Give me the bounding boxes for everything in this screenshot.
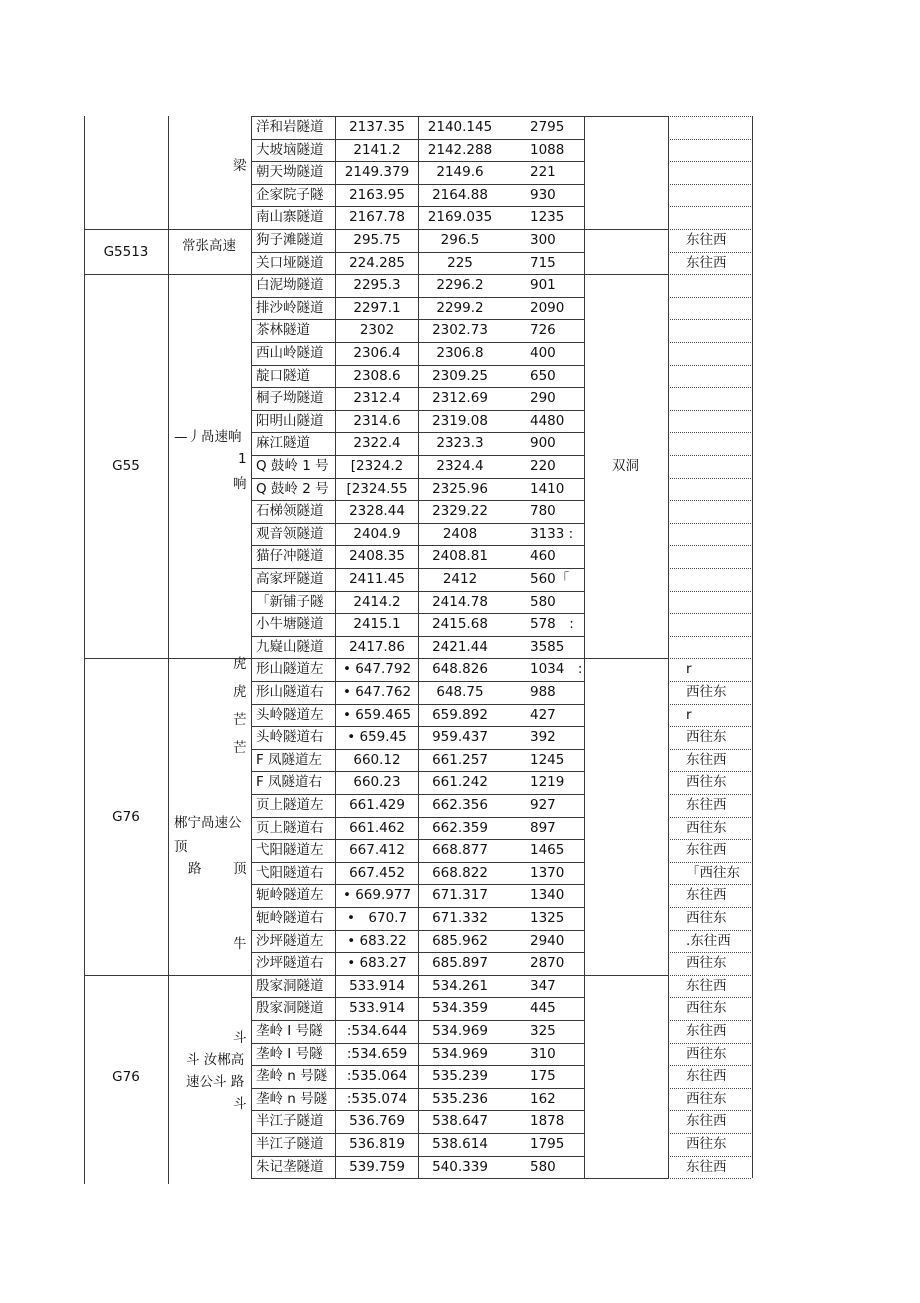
row-line-dotted [668,839,752,840]
length-m: 427 [530,706,556,723]
length-m: 1245 [530,751,565,768]
length-m: 1795 [530,1136,565,1152]
highway-name-text: 顶 [233,861,247,877]
row-line-dotted [668,1178,752,1179]
direction: 西往东 [686,955,727,972]
tunnel-name: 白泥坳隧道 [256,277,324,294]
highway-code: G55 [112,458,140,475]
direction: 西往东 [686,819,727,836]
highway-name-text: 速公斗 路 [186,1074,245,1090]
row-line-dotted [668,1065,752,1066]
row-line-dotted [668,139,752,140]
end-km: 2302.73 [432,322,488,339]
tunnel-name: 南山寨隧道 [256,209,324,226]
start-km: 661.429 [349,797,405,813]
end-km: 2299.2 [436,299,484,316]
row-line-dotted [668,952,752,953]
tunnel-name: 麻江隧道 [256,435,310,452]
direction: 东往西 [686,1068,727,1085]
length-m: 1325 [530,910,565,926]
length-m: 1465 [530,842,565,859]
length-m: 1034 : [530,661,583,678]
length-m: 580 [530,593,556,610]
highway-name-text: 1 [238,451,247,467]
direction: 西往东 [686,1090,727,1107]
end-km: 668.877 [432,842,488,859]
start-km: 2308.6 [353,367,401,384]
start-km: 224.285 [349,254,405,271]
row-line-dotted [668,455,752,456]
row-line [584,274,668,275]
length-m: 726 [530,322,556,339]
row-line-dotted [668,523,752,524]
direction: 东往西 [686,1023,727,1039]
tunnel-name: 朝天坳隧道 [256,164,324,181]
tunnel-name: 垄岭 I 号隧 [256,1023,323,1039]
highway-name-text: 郴宁咼速公 [174,815,242,831]
highway-name-text: 虎 [233,656,247,672]
row-line-dotted [668,432,752,433]
tunnel-name: Q 鼓岭 1 号 [256,458,329,474]
direction: r [686,706,692,723]
start-km: • 669.977 [342,887,412,904]
direction: 「西往东 [686,864,740,881]
tunnel-name: 洋和岩隧道 [256,119,324,135]
end-km: 2408.81 [432,548,488,565]
length-m: 2795 [530,119,565,135]
direction: 西往东 [686,774,727,791]
row-line-dotted [668,884,752,885]
tunnel-name: 大坡垴隧道 [256,141,324,158]
direction: 东往西 [686,842,727,859]
length-m: 901 [530,277,556,294]
row-line-dotted [668,319,752,320]
start-km: 533.914 [349,1000,405,1017]
length-m: 930 [530,186,556,203]
column-divider [584,116,585,1178]
highway-name-text: 响 [233,476,247,492]
end-km: 2421.44 [432,638,488,655]
length-m: 347 [530,977,556,994]
row-line-dotted [668,184,752,185]
row-line-dotted [668,500,752,501]
start-km: 2322.4 [353,435,401,452]
start-km: • 647.792 [342,661,412,678]
end-km: 534.261 [432,977,488,994]
tunnel-name: 九嶷山隧道 [256,638,324,655]
row-line-dotted [668,613,752,614]
row-line [251,1178,584,1179]
row-line-dotted [668,930,752,931]
direction: 西往东 [686,684,727,700]
highway-name-text: 斗 [233,1030,247,1046]
end-km: 540.339 [432,1158,488,1175]
end-km: 535.239 [432,1068,488,1085]
tunnel-name: 弋阳隧道左 [256,842,324,859]
tunnel-name: 观音领隧道 [256,525,324,542]
end-km: 659.892 [432,706,488,723]
end-km: 2415.68 [432,616,488,633]
start-km: :534.659 [346,1045,408,1062]
end-km: 2140.145 [427,119,493,135]
row-line-dotted [668,478,752,479]
direction: 东往西 [686,1158,727,1175]
start-km: • 683.27 [347,955,407,972]
tunnel-name: Q 鼓岭 2 号 [256,480,329,497]
tunnel-name: 「新铺子隧 [256,593,324,610]
direction: 西往东 [686,910,727,926]
row-line-dotted [668,229,752,230]
column-divider [752,116,753,1178]
end-km: 534.969 [432,1045,488,1062]
end-km: 685.962 [432,932,488,949]
row-line-dotted [668,1043,752,1044]
end-km: 662.359 [432,819,488,836]
end-km: 648.826 [432,661,488,678]
tunnel-name: 猫仔冲隧道 [256,548,324,565]
start-km: 660.12 [353,751,401,768]
end-km: 2164.88 [432,186,488,203]
column-divider [418,116,419,1178]
length-m: 2090 [530,299,565,316]
end-km: 534.969 [432,1023,488,1039]
length-m: 400 [530,345,556,361]
length-m: 325 [530,1023,556,1039]
column-divider [251,116,252,1178]
direction: 西往东 [686,1136,727,1152]
highway-code: G76 [112,1068,140,1085]
start-km: 661.462 [349,819,405,836]
length-m: 220 [530,458,556,474]
end-km: 2169.035 [427,209,493,226]
highway-name-text: 顶 [174,839,188,855]
highway-name-text: 芒 [233,740,247,756]
row-line-dotted [668,206,752,207]
direction: 东往西 [686,887,727,904]
tunnel-name: F 凤隧道左 [256,751,323,768]
row-line-dotted [668,342,752,343]
tunnel-name: 形山隧道右 [256,684,324,700]
start-km: 2408.35 [349,548,405,565]
row-line [584,658,668,659]
end-km: 2319.08 [432,412,488,429]
end-km: 535.236 [432,1090,488,1107]
length-m: 900 [530,435,556,452]
length-m: 578 : [530,616,574,633]
tunnel-name: 弋阳隧道右 [256,864,324,881]
tunnel-name: 阳明山隧道 [256,412,324,429]
direction: .东往西 [686,932,731,949]
start-km: • 670.7 [346,910,408,926]
start-km: [2324.55 [346,480,408,497]
column-divider [335,116,336,1178]
highway-name-text: 路 [188,861,202,877]
end-km: 959.437 [432,729,488,746]
start-km: 2414.2 [353,593,401,610]
highway-name-text: 牛 [233,936,247,952]
tunnel-name: 形山隧道左 [256,661,324,678]
direction: 东往西 [686,232,727,248]
start-km: • 683.22 [347,932,407,949]
end-km: 2412 [442,571,478,587]
end-km: 685.897 [432,955,488,972]
tunnel-name: 狗子滩隧道 [256,232,324,248]
length-m: 1088 [530,141,565,158]
length-m: 1219 [530,774,565,791]
end-km: 661.257 [432,751,488,768]
end-km: 2323.3 [436,435,484,452]
tunnel-name: 石梯领隧道 [256,503,324,520]
length-m: 460 [530,548,556,565]
tunnel-name: 沙坪隧道右 [256,955,324,972]
highway-divider [168,116,169,1184]
row-line-dotted [668,862,752,863]
highway-code: G76 [112,808,140,825]
start-km: 2417.86 [349,638,405,655]
length-m: 2870 [530,955,565,972]
start-km: 2149.379 [344,164,410,181]
start-km: 539.759 [349,1158,405,1175]
start-km: :534.644 [346,1023,408,1039]
highway-name-text: 梁 [233,158,247,174]
row-line [584,975,668,976]
row-line-dotted [668,1020,752,1021]
length-m: 310 [530,1045,556,1062]
start-km: 2328.44 [349,503,405,520]
tunnel-name: 朱记垄隧道 [256,1158,324,1175]
tunnel-name: 头岭隧道左 [256,706,324,723]
tunnel-name: 西山岭隧道 [256,345,324,361]
end-km: 2309.25 [432,367,488,384]
row-line-dotted [668,591,752,592]
row-line-dotted [668,1156,752,1157]
row-line-dotted [668,568,752,569]
tunnel-name: 殷家洞隧道 [256,1000,324,1017]
length-m: 3133 : [530,525,574,542]
end-km: 668.822 [432,864,488,881]
row-line-dotted [668,771,752,772]
end-km: 225 [447,254,473,271]
tunnel-name: 小牛塘隧道 [256,616,324,633]
highway-code: G5513 [103,243,149,260]
start-km: 2167.78 [349,209,405,226]
tunnel-name: 页上隧道左 [256,797,324,813]
row-line-dotted [668,1088,752,1089]
direction: 西往东 [686,1000,727,1017]
row-line [584,229,668,230]
tunnel-name: 茶林隧道 [256,322,310,339]
row-line-dotted [668,252,752,253]
left-border [84,116,85,1184]
tunnel-name: 垄岭 I 号隧 [256,1045,323,1062]
row-line-dotted [668,274,752,275]
end-km: 661.242 [432,774,488,791]
end-km: 296.5 [440,232,480,248]
start-km: 660.23 [353,774,401,791]
direction: 东往西 [686,254,727,271]
end-km: 2329.22 [432,503,488,520]
row-line-dotted [668,658,752,659]
tunnel-name: 靛口隧道 [256,367,310,384]
tunnel-name: 页上隧道右 [256,819,324,836]
row-line-dotted [668,1110,752,1111]
end-km: 2306.8 [436,345,484,361]
tunnel-name: 轭岭隧道左 [256,887,324,904]
start-km: • 659.465 [342,706,412,723]
length-m: 897 [530,819,556,836]
tunnel-name: 排沙岭隧道 [256,299,324,316]
start-km: 2415.1 [353,616,401,633]
start-km: 533.914 [349,977,405,994]
start-km: 2297.1 [353,299,401,316]
row-line-dotted [668,297,752,298]
tunnel-name: 轭岭隧道右 [256,910,324,926]
row-line-dotted [668,1133,752,1134]
length-m: 780 [530,503,556,520]
end-km: 2414.78 [432,593,488,610]
length-m: 650 [530,367,556,384]
highway-name-text: 斗 [233,1096,247,1112]
start-km: [2324.2 [350,458,404,474]
tunnel-name: F 凤隧道右 [256,774,323,791]
end-km: 2149.6 [436,164,484,181]
length-m: 560「 [530,571,570,587]
row-line-dotted [668,997,752,998]
row-line-dotted [668,365,752,366]
tunnel-name: 企家院子隧 [256,186,324,203]
row-line [584,1178,668,1179]
tunnel-name: 垄岭 n 号隧 [256,1068,328,1085]
tunnel-name: 半江子隧道 [256,1113,324,1130]
length-m: 162 [530,1090,556,1107]
row-line [584,116,668,117]
end-km: 2408 [442,525,478,542]
direction: 东往西 [686,797,727,813]
tunnel-name: 高家坪隧道 [256,571,324,587]
end-km: 538.647 [432,1113,488,1130]
start-km: :535.064 [346,1068,408,1085]
row-line-dotted [668,387,752,388]
direction: 东往西 [686,1113,727,1130]
tunnel-name: 关口垭隧道 [256,254,324,271]
start-km: 2163.95 [349,186,405,203]
tunnel-name: 沙坪隧道左 [256,932,324,949]
end-km: 2324.4 [436,458,484,474]
length-m: 715 [530,254,556,271]
row-line-dotted [668,161,752,162]
start-km: • 659.45 [347,729,407,746]
highway-name-text: 斗 汝郴高 [186,1052,245,1068]
end-km: 2312.69 [432,390,488,407]
end-km: 662.356 [432,797,488,813]
length-m: 988 [530,684,556,700]
length-m: 221 [530,164,556,181]
row-line-dotted [668,817,752,818]
row-line-dotted [668,410,752,411]
start-km: 2314.6 [353,412,401,429]
row-line-dotted [668,116,752,117]
start-km: 536.819 [349,1136,405,1152]
start-km: 2411.45 [349,571,405,587]
row-line-dotted [668,681,752,682]
start-km: 2141.2 [353,141,401,158]
length-m: 580 [530,1158,556,1175]
direction: 西往东 [686,729,727,746]
highway-name-text: —丿咼速响 [174,429,242,445]
row-line-dotted [668,726,752,727]
length-m: 2940 [530,932,565,949]
tunnel-name: 殷家洞隧道 [256,977,324,994]
end-km: 2142.288 [427,141,493,158]
start-km: 2295.3 [353,277,401,294]
direction: r [686,661,692,678]
length-m: 392 [530,729,556,746]
row-line-dotted [668,975,752,976]
start-km: • 647.762 [342,684,412,700]
start-km: 667.452 [349,864,405,881]
start-km: 2306.4 [353,345,401,361]
length-m: 1410 [530,480,565,497]
tunnel-name: 垄岭 n 号隧 [256,1090,328,1107]
tunnel-name: 桐子坳隧道 [256,390,324,407]
lane-type: 双洞 [612,458,639,475]
highway-name-text: 常张高速 [182,238,236,254]
start-km: 2302 [359,322,395,339]
length-m: 1235 [530,209,565,226]
row-line-dotted [668,749,752,750]
end-km: 671.317 [432,887,488,904]
length-m: 290 [530,390,556,407]
column-divider [668,116,669,1178]
direction: 东往西 [686,977,727,994]
start-km: 667.412 [349,842,405,859]
tunnel-name: 半江子隧道 [256,1136,324,1152]
length-m: 1370 [530,864,565,881]
length-m: 300 [530,232,556,248]
end-km: 648.75 [436,684,484,700]
length-m: 3585 [530,638,565,655]
end-km: 2296.2 [436,277,484,294]
start-km: 2404.9 [353,525,401,542]
start-km: :535.074 [346,1090,408,1107]
length-m: 445 [530,1000,556,1017]
direction: 东往西 [686,751,727,768]
length-m: 1878 [530,1113,565,1130]
length-m: 4480 [530,412,565,429]
start-km: 2137.35 [349,119,405,135]
row-line-dotted [668,907,752,908]
start-km: 2312.4 [353,390,401,407]
start-km: 536.769 [349,1113,405,1130]
highway-name-text: 芒 [233,712,247,728]
end-km: 2325.96 [432,480,488,497]
row-line-dotted [668,794,752,795]
row-line-dotted [668,636,752,637]
row-line-dotted [668,545,752,546]
length-m: 175 [530,1068,556,1085]
end-km: 671.332 [432,910,488,926]
direction: 西往东 [686,1045,727,1062]
end-km: 538.614 [432,1136,488,1152]
highway-name-text: 虎 [233,684,247,700]
start-km: 295.75 [353,232,401,248]
tunnel-name: 头岭隧道右 [256,729,324,746]
end-km: 534.359 [432,1000,488,1017]
length-m: 927 [530,797,556,813]
length-m: 1340 [530,887,565,904]
row-line-dotted [668,704,752,705]
